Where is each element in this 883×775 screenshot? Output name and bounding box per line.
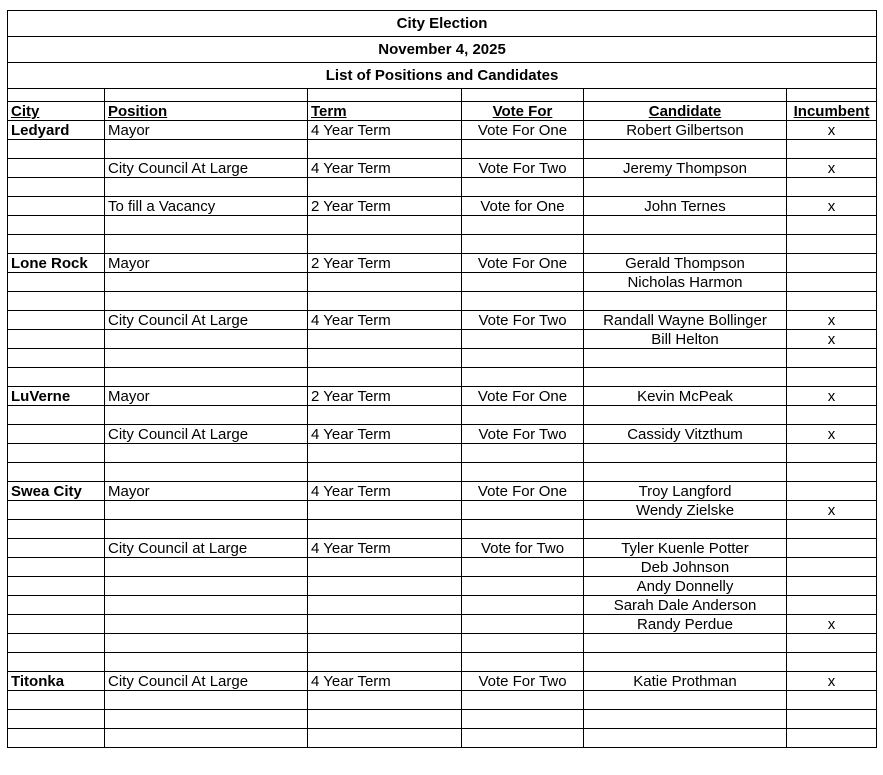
- vote-for-cell: [462, 178, 584, 197]
- table-row: [8, 653, 877, 672]
- term-cell: 2 Year Term: [308, 387, 462, 406]
- table-row: [8, 729, 877, 748]
- term-cell: [308, 349, 462, 368]
- table-row: [8, 539, 877, 558]
- term-cell: [308, 577, 462, 596]
- candidate-cell: Tyler Kuenle Potter: [584, 539, 787, 558]
- table-row: [8, 254, 877, 273]
- city-cell: [8, 520, 105, 539]
- term-cell: [308, 729, 462, 748]
- position-cell: [105, 691, 308, 710]
- vote-for-cell: [462, 349, 584, 368]
- incumbent-cell: [787, 444, 877, 463]
- position-cell: [105, 349, 308, 368]
- term-cell: [308, 273, 462, 292]
- vote-for-cell: [462, 577, 584, 596]
- vote-for-cell: [462, 520, 584, 539]
- incumbent-cell: [787, 634, 877, 653]
- position-cell: [105, 463, 308, 482]
- incumbent-cell: [787, 691, 877, 710]
- candidate-cell: Cassidy Vitzthum: [584, 425, 787, 444]
- table-row: [8, 672, 877, 691]
- table-row: [8, 691, 877, 710]
- incumbent-cell: [787, 577, 877, 596]
- vote-for-cell: [462, 216, 584, 235]
- city-cell: [8, 425, 105, 444]
- position-cell: [105, 577, 308, 596]
- vote-for-cell: [462, 140, 584, 159]
- term-cell: [308, 406, 462, 425]
- vote-for-cell: Vote For One: [462, 387, 584, 406]
- vote-for-cell: [462, 634, 584, 653]
- position-cell: [105, 501, 308, 520]
- candidate-cell: [584, 349, 787, 368]
- term-cell: [308, 653, 462, 672]
- city-cell: [8, 596, 105, 615]
- position-cell: [105, 710, 308, 729]
- incumbent-cell: x: [787, 672, 877, 691]
- header-position: Position: [105, 102, 308, 121]
- incumbent-cell: [787, 463, 877, 482]
- incumbent-cell: x: [787, 425, 877, 444]
- list-subtitle: List of Positions and Candidates: [8, 63, 877, 89]
- position-cell: [105, 140, 308, 159]
- candidate-cell: Sarah Dale Anderson: [584, 596, 787, 615]
- term-cell: [308, 444, 462, 463]
- incumbent-cell: [787, 178, 877, 197]
- position-cell: City Council At Large: [105, 159, 308, 178]
- vote-for-cell: [462, 368, 584, 387]
- city-cell: [8, 349, 105, 368]
- table-row: [8, 444, 877, 463]
- table-row: [8, 178, 877, 197]
- table-row: [8, 330, 877, 349]
- incumbent-cell: [787, 406, 877, 425]
- vote-for-cell: [462, 406, 584, 425]
- term-cell: [308, 710, 462, 729]
- table-row: [8, 425, 877, 444]
- incumbent-cell: [787, 482, 877, 501]
- table-row: [8, 387, 877, 406]
- vote-for-cell: [462, 653, 584, 672]
- term-cell: [308, 558, 462, 577]
- term-cell: 4 Year Term: [308, 159, 462, 178]
- candidate-cell: Randy Perdue: [584, 615, 787, 634]
- vote-for-cell: Vote for One: [462, 197, 584, 216]
- position-cell: [105, 653, 308, 672]
- table-row: [8, 596, 877, 615]
- incumbent-cell: [787, 273, 877, 292]
- table-row: [8, 558, 877, 577]
- incumbent-cell: [787, 292, 877, 311]
- position-cell: City Council At Large: [105, 672, 308, 691]
- incumbent-cell: [787, 710, 877, 729]
- vote-for-cell: [462, 615, 584, 634]
- city-cell: Lone Rock: [8, 254, 105, 273]
- vote-for-cell: Vote For Two: [462, 311, 584, 330]
- position-cell: Mayor: [105, 254, 308, 273]
- position-cell: [105, 216, 308, 235]
- candidate-cell: [584, 235, 787, 254]
- candidate-cell: Andy Donnelly: [584, 577, 787, 596]
- incumbent-cell: [787, 235, 877, 254]
- candidate-cell: Deb Johnson: [584, 558, 787, 577]
- candidate-cell: [584, 406, 787, 425]
- election-date: November 4, 2025: [8, 37, 877, 63]
- incumbent-cell: [787, 216, 877, 235]
- city-cell: [8, 463, 105, 482]
- city-cell: Titonka: [8, 672, 105, 691]
- city-cell: [8, 539, 105, 558]
- term-cell: 4 Year Term: [308, 672, 462, 691]
- header-row: [8, 102, 877, 121]
- vote-for-cell: Vote For Two: [462, 425, 584, 444]
- term-cell: [308, 615, 462, 634]
- spacer-row: [8, 89, 877, 102]
- candidate-cell: [584, 178, 787, 197]
- table-row: [8, 520, 877, 539]
- city-cell: [8, 710, 105, 729]
- incumbent-cell: [787, 254, 877, 273]
- table-row: [8, 368, 877, 387]
- candidate-cell: [584, 710, 787, 729]
- table-row: [8, 159, 877, 178]
- vote-for-cell: [462, 558, 584, 577]
- city-cell: [8, 273, 105, 292]
- position-cell: [105, 368, 308, 387]
- table-row: [8, 577, 877, 596]
- table-row: [8, 292, 877, 311]
- position-cell: [105, 520, 308, 539]
- document-title: City Election: [8, 11, 877, 37]
- election-table: [7, 10, 877, 748]
- position-cell: City Council At Large: [105, 425, 308, 444]
- incumbent-cell: x: [787, 159, 877, 178]
- table-row: [8, 121, 877, 140]
- incumbent-cell: [787, 596, 877, 615]
- header-incumbent: Incumbent: [787, 102, 877, 121]
- term-cell: 2 Year Term: [308, 254, 462, 273]
- city-cell: [8, 159, 105, 178]
- city-cell: [8, 691, 105, 710]
- vote-for-cell: Vote For Two: [462, 159, 584, 178]
- term-cell: 4 Year Term: [308, 425, 462, 444]
- term-cell: 4 Year Term: [308, 482, 462, 501]
- city-cell: Ledyard: [8, 121, 105, 140]
- position-cell: [105, 615, 308, 634]
- term-cell: [308, 368, 462, 387]
- term-cell: [308, 140, 462, 159]
- term-cell: [308, 520, 462, 539]
- incumbent-cell: x: [787, 387, 877, 406]
- candidate-cell: Nicholas Harmon: [584, 273, 787, 292]
- candidate-cell: [584, 216, 787, 235]
- vote-for-cell: [462, 691, 584, 710]
- city-cell: [8, 197, 105, 216]
- vote-for-cell: Vote for Two: [462, 539, 584, 558]
- position-cell: [105, 292, 308, 311]
- position-cell: [105, 406, 308, 425]
- candidate-cell: [584, 729, 787, 748]
- term-cell: [308, 178, 462, 197]
- candidate-cell: [584, 368, 787, 387]
- city-cell: [8, 368, 105, 387]
- term-cell: [308, 634, 462, 653]
- incumbent-cell: [787, 653, 877, 672]
- vote-for-cell: [462, 444, 584, 463]
- position-cell: [105, 596, 308, 615]
- candidate-cell: [584, 691, 787, 710]
- candidate-cell: [584, 444, 787, 463]
- table-row: [8, 197, 877, 216]
- table-row: [8, 710, 877, 729]
- vote-for-cell: Vote For One: [462, 254, 584, 273]
- candidate-cell: Gerald Thompson: [584, 254, 787, 273]
- term-cell: [308, 330, 462, 349]
- incumbent-cell: [787, 558, 877, 577]
- table-row: [8, 406, 877, 425]
- city-cell: [8, 311, 105, 330]
- vote-for-cell: [462, 235, 584, 254]
- incumbent-cell: x: [787, 121, 877, 140]
- city-cell: [8, 577, 105, 596]
- position-cell: [105, 558, 308, 577]
- incumbent-cell: [787, 349, 877, 368]
- position-cell: [105, 178, 308, 197]
- incumbent-cell: [787, 368, 877, 387]
- incumbent-cell: [787, 729, 877, 748]
- vote-for-cell: [462, 292, 584, 311]
- candidate-cell: [584, 520, 787, 539]
- header-city: City: [8, 102, 105, 121]
- term-cell: [308, 691, 462, 710]
- candidate-cell: [584, 140, 787, 159]
- city-cell: [8, 501, 105, 520]
- position-cell: [105, 235, 308, 254]
- vote-for-cell: [462, 273, 584, 292]
- city-cell: [8, 178, 105, 197]
- term-cell: 4 Year Term: [308, 121, 462, 140]
- term-cell: [308, 292, 462, 311]
- city-cell: [8, 729, 105, 748]
- incumbent-cell: x: [787, 330, 877, 349]
- city-cell: Swea City: [8, 482, 105, 501]
- candidate-cell: Jeremy Thompson: [584, 159, 787, 178]
- position-cell: Mayor: [105, 121, 308, 140]
- position-cell: Mayor: [105, 482, 308, 501]
- position-cell: [105, 444, 308, 463]
- candidate-cell: John Ternes: [584, 197, 787, 216]
- term-cell: [308, 216, 462, 235]
- candidate-cell: Troy Langford: [584, 482, 787, 501]
- city-cell: [8, 444, 105, 463]
- vote-for-cell: [462, 501, 584, 520]
- vote-for-cell: [462, 330, 584, 349]
- term-cell: 4 Year Term: [308, 539, 462, 558]
- position-cell: [105, 330, 308, 349]
- table-row: [8, 273, 877, 292]
- term-cell: [308, 596, 462, 615]
- candidate-cell: Kevin McPeak: [584, 387, 787, 406]
- candidate-cell: Bill Helton: [584, 330, 787, 349]
- term-cell: [308, 501, 462, 520]
- city-cell: [8, 406, 105, 425]
- city-cell: [8, 653, 105, 672]
- candidate-cell: Katie Prothman: [584, 672, 787, 691]
- table-row: [8, 615, 877, 634]
- position-cell: City Council at Large: [105, 539, 308, 558]
- position-cell: [105, 729, 308, 748]
- position-cell: Mayor: [105, 387, 308, 406]
- vote-for-cell: [462, 729, 584, 748]
- header-vote-for: Vote For: [462, 102, 584, 121]
- city-cell: [8, 634, 105, 653]
- vote-for-cell: Vote For One: [462, 121, 584, 140]
- table-row: [8, 349, 877, 368]
- vote-for-cell: Vote For Two: [462, 672, 584, 691]
- incumbent-cell: [787, 539, 877, 558]
- vote-for-cell: [462, 596, 584, 615]
- candidate-cell: [584, 292, 787, 311]
- incumbent-cell: x: [787, 311, 877, 330]
- term-cell: 2 Year Term: [308, 197, 462, 216]
- incumbent-cell: x: [787, 615, 877, 634]
- table-row: [8, 140, 877, 159]
- city-cell: [8, 330, 105, 349]
- city-cell: [8, 235, 105, 254]
- incumbent-cell: [787, 140, 877, 159]
- vote-for-cell: [462, 463, 584, 482]
- table-row: [8, 235, 877, 254]
- table-row: [8, 463, 877, 482]
- city-cell: [8, 615, 105, 634]
- header-candidate: Candidate: [584, 102, 787, 121]
- candidate-cell: [584, 653, 787, 672]
- candidate-cell: Wendy Zielske: [584, 501, 787, 520]
- city-cell: [8, 140, 105, 159]
- table-row: [8, 216, 877, 235]
- candidate-cell: [584, 463, 787, 482]
- position-cell: [105, 634, 308, 653]
- table-row: [8, 634, 877, 653]
- candidate-cell: [584, 634, 787, 653]
- term-cell: [308, 463, 462, 482]
- vote-for-cell: [462, 710, 584, 729]
- table-row: [8, 482, 877, 501]
- incumbent-cell: [787, 520, 877, 539]
- city-cell: [8, 558, 105, 577]
- table-row: [8, 501, 877, 520]
- term-cell: 4 Year Term: [308, 311, 462, 330]
- table-row: [8, 311, 877, 330]
- city-cell: LuVerne: [8, 387, 105, 406]
- vote-for-cell: Vote For One: [462, 482, 584, 501]
- candidate-cell: Randall Wayne Bollinger: [584, 311, 787, 330]
- position-cell: [105, 273, 308, 292]
- term-cell: [308, 235, 462, 254]
- city-cell: [8, 292, 105, 311]
- incumbent-cell: x: [787, 501, 877, 520]
- city-cell: [8, 216, 105, 235]
- header-term: Term: [308, 102, 462, 121]
- candidate-cell: Robert Gilbertson: [584, 121, 787, 140]
- incumbent-cell: x: [787, 197, 877, 216]
- position-cell: To fill a Vacancy: [105, 197, 308, 216]
- position-cell: City Council At Large: [105, 311, 308, 330]
